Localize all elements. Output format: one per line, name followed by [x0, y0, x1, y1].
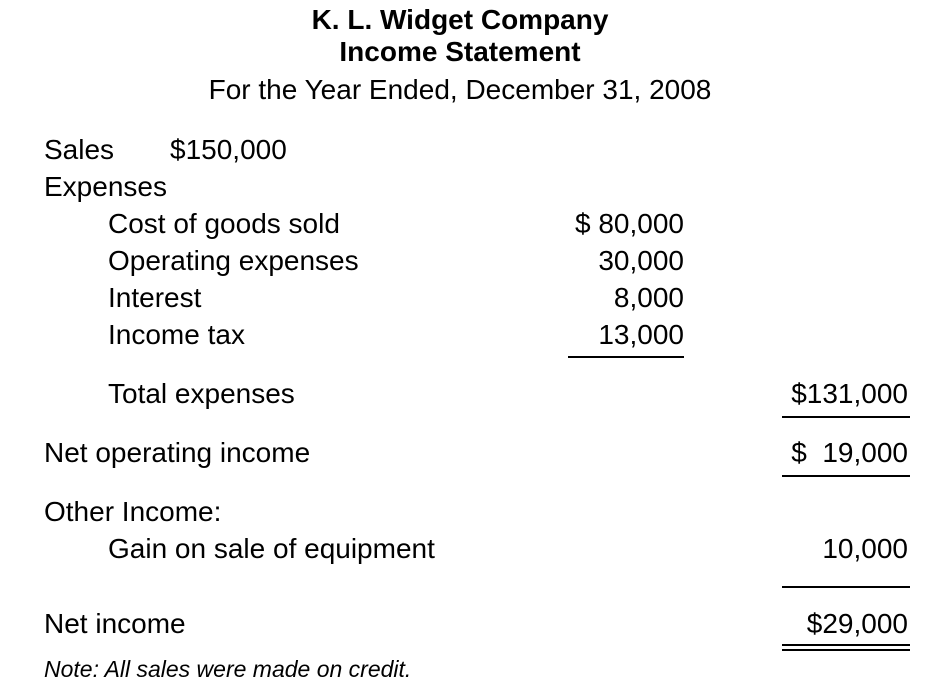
gain-on-sale-amount: 10,000	[822, 533, 908, 564]
expenses-subtotal-rule	[568, 356, 684, 358]
expense-label-operating: Operating expenses	[108, 245, 359, 276]
net-operating-income-label: Net operating income	[44, 437, 311, 468]
expense-amount-income-tax: 13,000	[598, 319, 684, 350]
expenses-label: Expenses	[44, 171, 167, 202]
total-expenses-label: Total expenses	[108, 378, 295, 409]
expense-label-income-tax: Income tax	[108, 319, 245, 350]
total-expenses-amount: $131,000	[791, 378, 908, 409]
expense-amount-interest: 8,000	[613, 282, 684, 313]
sales-amount: $150,000	[170, 134, 287, 165]
net-income-double-rule-top	[782, 644, 910, 646]
gain-on-sale-label: Gain on sale of equipment	[108, 533, 435, 564]
statement-title: Income Statement	[339, 36, 581, 67]
expense-label-cogs: Cost of goods sold	[108, 208, 340, 239]
net-income-amount: $29,000	[806, 608, 908, 639]
sales-label: Sales	[44, 134, 115, 165]
expense-label-interest: Interest	[108, 282, 202, 313]
net-income-double-rule-bottom	[782, 649, 910, 651]
total-expenses-rule	[782, 416, 910, 418]
net-income-label: Net income	[44, 608, 186, 639]
other-income-label: Other Income:	[44, 496, 222, 527]
expense-amount-cogs: $ 80,000	[575, 208, 684, 239]
statement-period: For the Year Ended, December 31, 2008	[208, 74, 712, 105]
credit-sales-note: Note: All sales were made on credit.	[44, 656, 412, 682]
company-name: K. L. Widget Company	[311, 4, 609, 35]
other-income-rule	[782, 586, 910, 588]
net-operating-income-amount: $ 19,000	[791, 437, 908, 468]
expense-amount-operating: 30,000	[598, 245, 684, 276]
net-operating-income-rule	[782, 475, 910, 477]
